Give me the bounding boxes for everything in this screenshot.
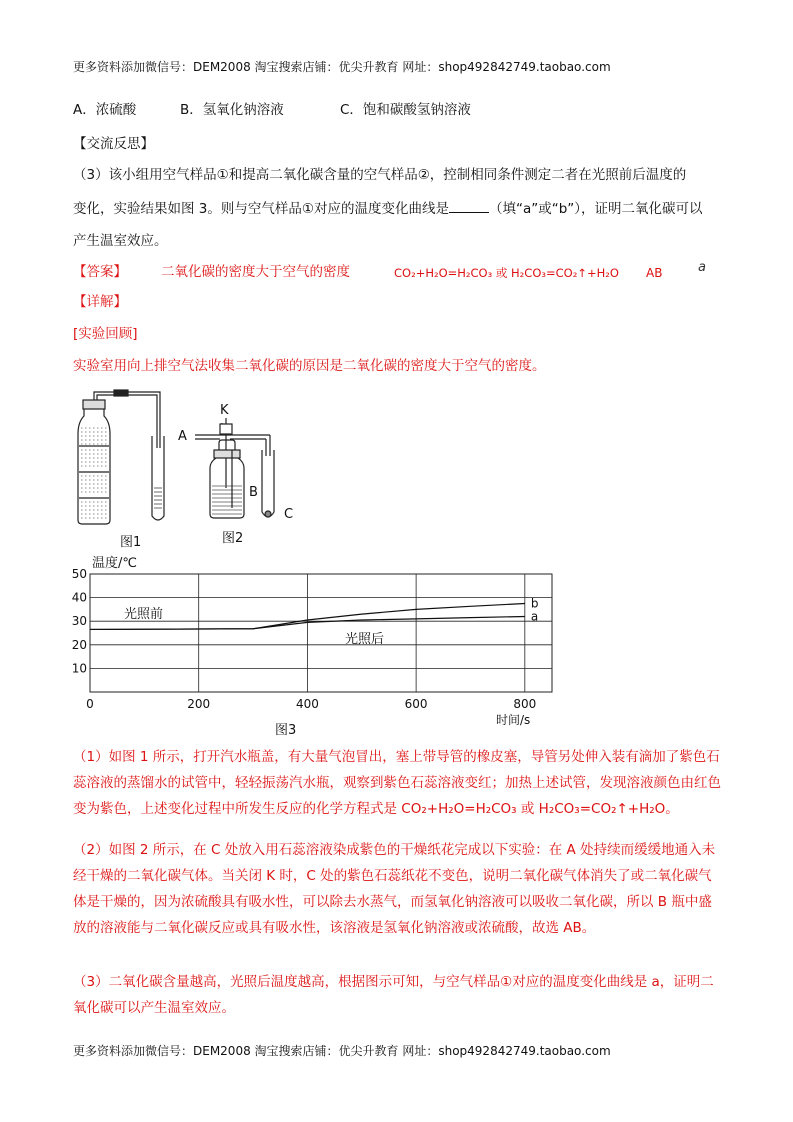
answer-blank [449,198,489,213]
x-tick-label: 400 [295,697,319,711]
answer-label: 【答案】 [73,264,127,280]
x-tick-label: 0 [86,697,94,711]
figure1-soda-bottle [78,390,164,524]
temperature-chart [60,548,580,738]
answer-4: a [698,260,706,275]
figure2-caption: 图2 [222,531,244,546]
series-label-b: b [530,596,539,611]
annotation-after-light: 光照后 [345,632,385,647]
explanation-p3: （3）二氧化碳含量越高，光照后温度越高，根据图示可知，与空气样品①对应的温度变化曲线是 a，证明二氧化碳可以产生温室效应。 [73,974,714,1016]
y-tick-label: 30 [71,614,87,629]
explanation-p1: （1）如图 1 所示，打开汽水瓶盖，有大量气泡冒出，塞上带导管的橡皮塞，导管另处伸入装有滴加了紫色石蕊溶液的蒸馏水的试管中，轻轻振荡汽水瓶，观察到紫色石蕊溶液变红；加热上述试管，发现溶液颜色由红色变为紫色，上述变化过程中所发生反应的化学方程式是 CO₂+H₂O=H₂CO₃ 或 H₂CO₃=CO₂↑+H₂O。 [73,749,721,817]
x-axis-label: 时间/s [496,713,531,727]
figure2-apparatus [195,418,274,518]
y-axis-label: 温度/℃ [92,556,137,571]
figure2-label-a: A [178,429,187,444]
question3-line2a: 变化，实验结果如图 3。则与空气样品①对应的温度变化曲线是 [73,201,449,217]
plot-frame [90,574,552,692]
figure2-label-c: C [284,507,294,522]
y-tick-label: 50 [71,567,87,581]
answer-1: 二氧化碳的密度大于空气的密度 [161,264,350,280]
page-footer: 更多资料添加微信号：DEM2008 淘宝搜索店铺：优尖升教育 网址：shop492842749.taobao.com [73,1044,611,1058]
series-label-a: a [530,609,539,624]
section-reflect: 【交流反思】 [73,136,154,152]
x-tick-label: 800 [513,697,537,711]
question3-line2 [73,198,703,219]
question3-line3: 产生温室效应。 [73,233,168,249]
review-text: 实验室用向上排空气法收集二氧化碳的原因是二氧化碳的密度大于空气的密度。 [73,358,546,374]
answer-2: CO₂+H₂O=H₂CO₃ 或 H₂CO₃=CO₂↑+H₂O [394,266,619,280]
option-b: B．氢氧化钠溶液 [180,102,284,118]
option-c: C．饱和碳酸氢钠溶液 [340,102,471,118]
apparatus-figures [70,388,330,550]
explanation-p2: （2）如图 2 所示，在 C 处放入用石蕊溶液染成紫色的干燥纸花完成以下实验：在 A 处持续而缓缓地通入未经干燥的二氧化碳气体。当关闭 K 时，C 处的紫色石蕊纸花不变色，说明二氧化碳气体消失了或二氧化碳气体是干燥的，因为浓硫酸具有吸水性，可以除去水蒸气，而氢氧化钠溶液可以吸收二氧化碳，所以 B 瓶中盛放的溶液能与二氧化碳反应或具有吸水性，该溶液是氢氧化钠溶液或浓硫酸，故选 AB。 [73,842,716,936]
question3-line1: （3）该小组用空气样品①和提高二氧化碳含量的空气样品②，控制相同条件测定二者在光照前后温度的 [73,167,687,183]
annotation-before-light: 光照前 [124,607,164,622]
x-tick-label: 600 [404,697,428,711]
figure2-label-k: K [220,403,229,418]
y-tick-label: 10 [71,661,87,676]
answer-3: AB [646,266,663,280]
page-header: 更多资料添加微信号：DEM2008 淘宝搜索店铺：优尖升教育 网址：shop492842749.taobao.com [73,60,611,74]
option-a: A．浓硫酸 [73,102,137,118]
y-tick-label: 20 [71,637,87,652]
question3-line2b: （填“a”或“b”），证明二氧化碳可以 [488,201,703,217]
x-tick-label: 200 [187,697,211,711]
detail-label: 【详解】 [73,294,127,310]
review-label: [实验回顾] [73,326,138,342]
figure3-caption: 图3 [275,723,297,738]
y-tick-label: 40 [71,590,87,605]
figure1-caption: 图1 [120,535,142,550]
figure2-label-b: B [249,485,258,500]
